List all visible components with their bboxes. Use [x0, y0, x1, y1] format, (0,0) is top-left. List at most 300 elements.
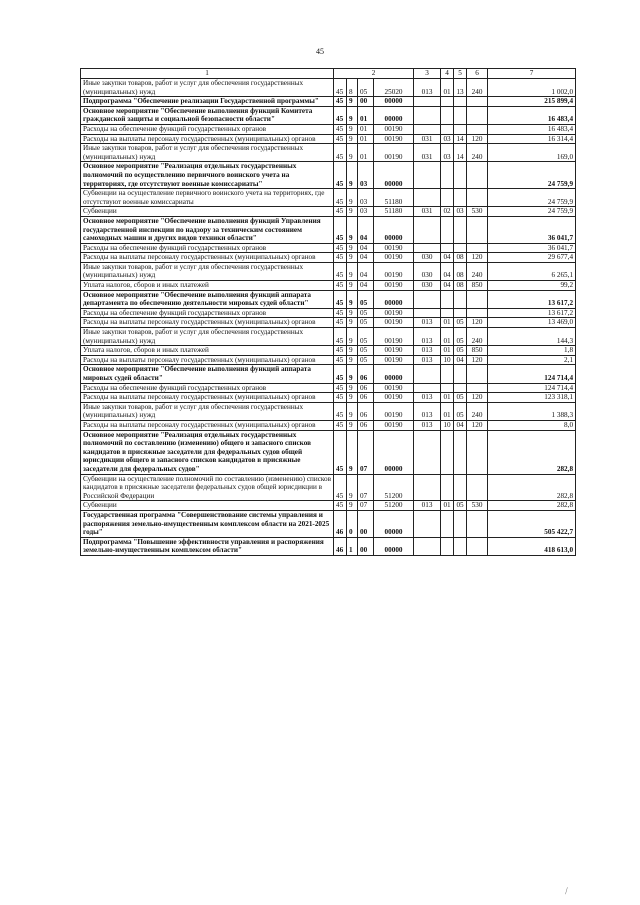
section-code-cell: 03 [441, 134, 454, 144]
section-code-cell: 04 [441, 253, 454, 263]
amount-cell: 1 002,0 [488, 79, 576, 97]
budget-table [80, 68, 576, 556]
section-code-cell: 10 [441, 420, 454, 430]
table-row [81, 124, 576, 134]
direction-code-cell: 00190 [374, 308, 414, 318]
ministry-code-cell [414, 537, 441, 555]
section-code-cell: 04 [441, 262, 454, 280]
direction-code-cell: 00190 [374, 253, 414, 263]
amount-cell: 8,0 [488, 420, 576, 430]
activity-code-cell: 07 [358, 501, 374, 511]
page-number: 45 [316, 47, 324, 56]
direction-code-cell: 00190 [374, 402, 414, 420]
subprogram-code-cell: 9 [347, 393, 358, 403]
subsection-code-cell: 08 [454, 253, 467, 263]
table-row [81, 243, 576, 253]
program-code-cell: 45 [334, 97, 347, 107]
row-name-cell: Субвенции на осуществление полномочий по составлению (изменению) списков кандидатов в присяжные заседатели федеральных судов общей юрисдикции в Российской Федерации [81, 474, 334, 501]
expense-type-cell: 240 [467, 144, 488, 162]
direction-code-cell: 00190 [374, 134, 414, 144]
amount-cell: 24 759,9 [488, 189, 576, 207]
expense-type-cell [467, 290, 488, 308]
direction-code-cell: 51180 [374, 189, 414, 207]
expense-type-cell: 240 [467, 402, 488, 420]
amount-cell: 282,8 [488, 501, 576, 511]
subprogram-code-cell: 9 [347, 355, 358, 365]
amount-cell: 124 714,4 [488, 365, 576, 383]
direction-code-cell: 00190 [374, 281, 414, 291]
table-row [81, 501, 576, 511]
program-code-cell: 45 [334, 124, 347, 134]
amount-cell: 13 617,2 [488, 290, 576, 308]
section-code-cell [441, 97, 454, 107]
section-code-cell [441, 106, 454, 124]
row-name-cell: Расходы на выплаты персоналу государственных (муниципальных) органов [81, 318, 334, 328]
activity-code-cell: 00 [358, 97, 374, 107]
amount-cell: 418 613,0 [488, 537, 576, 555]
row-name-cell: Субвенции на осуществление первичного воинского учета на территориях, где отсутствуют военные комиссариаты [81, 189, 334, 207]
expense-type-cell [467, 216, 488, 243]
ministry-code-cell: 013 [414, 402, 441, 420]
direction-code-cell: 00190 [374, 262, 414, 280]
table-row [81, 189, 576, 207]
direction-code-cell: 51180 [374, 207, 414, 217]
section-code-cell [441, 430, 454, 474]
activity-code-cell: 07 [358, 474, 374, 501]
header-cell: 7 [488, 69, 576, 79]
ministry-code-cell: 030 [414, 253, 441, 263]
table-row [81, 134, 576, 144]
program-code-cell: 45 [334, 144, 347, 162]
expense-type-cell: 120 [467, 393, 488, 403]
activity-code-cell: 01 [358, 106, 374, 124]
program-code-cell: 45 [334, 189, 347, 207]
subprogram-code-cell: 9 [347, 189, 358, 207]
subprogram-code-cell: 1 [347, 537, 358, 555]
row-name-cell: Расходы на выплаты персоналу государственных (муниципальных) органов [81, 393, 334, 403]
ministry-code-cell: 030 [414, 281, 441, 291]
activity-code-cell: 06 [358, 365, 374, 383]
section-code-cell: 03 [441, 144, 454, 162]
subprogram-code-cell: 9 [347, 328, 358, 346]
table-row [81, 216, 576, 243]
amount-cell: 1,8 [488, 346, 576, 356]
amount-cell: 36 041,7 [488, 216, 576, 243]
program-code-cell: 45 [334, 162, 347, 189]
row-name-cell: Уплата налогов, сборов и иных платежей [81, 281, 334, 291]
amount-cell: 29 677,4 [488, 253, 576, 263]
activity-code-cell: 06 [358, 383, 374, 393]
subprogram-code-cell: 9 [347, 134, 358, 144]
expense-type-cell: 850 [467, 281, 488, 291]
amount-cell: 1 388,3 [488, 402, 576, 420]
ministry-code-cell: 013 [414, 355, 441, 365]
direction-code-cell: 00190 [374, 420, 414, 430]
subsection-code-cell [454, 430, 467, 474]
program-code-cell: 45 [334, 402, 347, 420]
ministry-code-cell [414, 383, 441, 393]
direction-code-cell: 00190 [374, 383, 414, 393]
program-code-cell: 45 [334, 355, 347, 365]
row-name-cell: Подпрограмма "Повышение эффективности управления и распоряжения земельно-имущественным комплексом области" [81, 537, 334, 555]
expense-type-cell: 530 [467, 207, 488, 217]
subsection-code-cell [454, 189, 467, 207]
subprogram-code-cell: 9 [347, 318, 358, 328]
activity-code-cell: 05 [358, 318, 374, 328]
program-code-cell: 45 [334, 79, 347, 97]
row-name-cell: Уплата налогов, сборов и иных платежей [81, 346, 334, 356]
row-name-cell: Расходы на обеспечение функций государственных органов [81, 124, 334, 134]
subsection-code-cell: 05 [454, 346, 467, 356]
table-row [81, 430, 576, 474]
section-code-cell [441, 365, 454, 383]
section-code-cell: 01 [441, 318, 454, 328]
subprogram-code-cell: 9 [347, 308, 358, 318]
activity-code-cell: 04 [358, 216, 374, 243]
subsection-code-cell: 13 [454, 79, 467, 97]
activity-code-cell: 05 [358, 290, 374, 308]
amount-cell: 215 899,4 [488, 97, 576, 107]
subsection-code-cell: 04 [454, 355, 467, 365]
section-code-cell: 01 [441, 328, 454, 346]
table-row [81, 383, 576, 393]
activity-code-cell: 05 [358, 328, 374, 346]
direction-code-cell: 51200 [374, 474, 414, 501]
amount-cell: 2,1 [488, 355, 576, 365]
section-code-cell [441, 383, 454, 393]
subsection-code-cell: 05 [454, 328, 467, 346]
amount-cell: 16 314,4 [488, 134, 576, 144]
subprogram-code-cell: 9 [347, 262, 358, 280]
activity-code-cell: 05 [358, 79, 374, 97]
table-row [81, 207, 576, 217]
ministry-code-cell [414, 474, 441, 501]
ministry-code-cell: 031 [414, 207, 441, 217]
activity-code-cell: 04 [358, 253, 374, 263]
expense-type-cell: 120 [467, 355, 488, 365]
activity-code-cell: 06 [358, 393, 374, 403]
program-code-cell: 45 [334, 328, 347, 346]
ministry-code-cell [414, 243, 441, 253]
amount-cell: 123 318,1 [488, 393, 576, 403]
table-row [81, 281, 576, 291]
ministry-code-cell [414, 216, 441, 243]
direction-code-cell: 00000 [374, 510, 414, 537]
direction-code-cell: 51200 [374, 501, 414, 511]
expense-type-cell [467, 243, 488, 253]
row-name-cell: Основное мероприятие "Обеспечение выполнения функций Управления государственной инспекции по надзору за техническим состоянием самоходных машин и других видов техники области" [81, 216, 334, 243]
expense-type-cell: 120 [467, 134, 488, 144]
section-code-cell [441, 216, 454, 243]
row-name-cell: Субвенции [81, 501, 334, 511]
table-header-row [81, 69, 576, 79]
expense-type-cell [467, 162, 488, 189]
ministry-code-cell: 013 [414, 346, 441, 356]
ministry-code-cell: 013 [414, 393, 441, 403]
section-code-cell: 01 [441, 346, 454, 356]
program-code-cell: 45 [334, 290, 347, 308]
ministry-code-cell [414, 106, 441, 124]
table-row [81, 393, 576, 403]
table-row [81, 355, 576, 365]
subprogram-code-cell: 9 [347, 290, 358, 308]
row-name-cell: Иные закупки товаров, работ и услуг для обеспечения государственных (муниципальных) нужд [81, 79, 334, 97]
subprogram-code-cell: 9 [347, 253, 358, 263]
subprogram-code-cell: 9 [347, 365, 358, 383]
section-code-cell: 01 [441, 501, 454, 511]
table-row [81, 365, 576, 383]
direction-code-cell: 00000 [374, 106, 414, 124]
program-code-cell: 45 [334, 308, 347, 318]
activity-code-cell: 01 [358, 144, 374, 162]
direction-code-cell: 00190 [374, 328, 414, 346]
table-row [81, 510, 576, 537]
row-name-cell: Расходы на обеспечение функций государственных органов [81, 243, 334, 253]
section-code-cell [441, 290, 454, 308]
subprogram-code-cell: 9 [347, 383, 358, 393]
expense-type-cell: 240 [467, 328, 488, 346]
expense-type-cell: 240 [467, 262, 488, 280]
program-code-cell: 45 [334, 207, 347, 217]
subprogram-code-cell: 9 [347, 144, 358, 162]
ministry-code-cell: 013 [414, 328, 441, 346]
table-row [81, 106, 576, 124]
direction-code-cell: 00190 [374, 243, 414, 253]
ministry-code-cell: 030 [414, 262, 441, 280]
header-cell: 4 [441, 69, 454, 79]
program-code-cell: 45 [334, 318, 347, 328]
subsection-code-cell [454, 124, 467, 134]
direction-code-cell: 00190 [374, 318, 414, 328]
program-code-cell: 45 [334, 106, 347, 124]
subsection-code-cell [454, 106, 467, 124]
header-cell: 6 [467, 69, 488, 79]
subsection-code-cell: 14 [454, 144, 467, 162]
subprogram-code-cell: 9 [347, 207, 358, 217]
subsection-code-cell [454, 537, 467, 555]
header-cell: 2 [334, 69, 414, 79]
program-code-cell: 45 [334, 430, 347, 474]
subprogram-code-cell: 9 [347, 402, 358, 420]
expense-type-cell [467, 189, 488, 207]
subsection-code-cell: 08 [454, 281, 467, 291]
subsection-code-cell [454, 162, 467, 189]
direction-code-cell: 00000 [374, 430, 414, 474]
direction-code-cell: 00190 [374, 355, 414, 365]
section-code-cell [441, 537, 454, 555]
activity-code-cell: 03 [358, 189, 374, 207]
program-code-cell: 45 [334, 501, 347, 511]
subsection-code-cell [454, 383, 467, 393]
amount-cell: 505 422,7 [488, 510, 576, 537]
table-row [81, 474, 576, 501]
amount-cell: 16 483,4 [488, 106, 576, 124]
program-code-cell: 45 [334, 243, 347, 253]
subsection-code-cell: 14 [454, 134, 467, 144]
ministry-code-cell [414, 510, 441, 537]
section-code-cell: 10 [441, 355, 454, 365]
table-row [81, 79, 576, 97]
activity-code-cell: 05 [358, 355, 374, 365]
row-name-cell: Иные закупки товаров, работ и услуг для обеспечения государственных (муниципальных) нужд [81, 328, 334, 346]
program-code-cell: 45 [334, 474, 347, 501]
direction-code-cell: 00000 [374, 365, 414, 383]
section-code-cell: 02 [441, 207, 454, 217]
ministry-code-cell: 031 [414, 134, 441, 144]
table-row [81, 318, 576, 328]
expense-type-cell [467, 537, 488, 555]
table-row [81, 144, 576, 162]
ministry-code-cell [414, 308, 441, 318]
amount-cell: 13 617,2 [488, 308, 576, 318]
row-name-cell: Подпрограмма "Обеспечение реализации Государственной программы" [81, 97, 334, 107]
subsection-code-cell: 05 [454, 318, 467, 328]
expense-type-cell [467, 106, 488, 124]
amount-cell: 24 759,9 [488, 162, 576, 189]
section-code-cell [441, 243, 454, 253]
expense-type-cell [467, 510, 488, 537]
subsection-code-cell [454, 216, 467, 243]
expense-type-cell [467, 430, 488, 474]
activity-code-cell: 03 [358, 162, 374, 189]
ministry-code-cell: 013 [414, 420, 441, 430]
expense-type-cell [467, 474, 488, 501]
direction-code-cell: 00190 [374, 346, 414, 356]
row-name-cell: Иные закупки товаров, работ и услуг для обеспечения государственных (муниципальных) нужд [81, 144, 334, 162]
subsection-code-cell [454, 474, 467, 501]
ministry-code-cell [414, 124, 441, 134]
program-code-cell: 45 [334, 281, 347, 291]
activity-code-cell: 05 [358, 346, 374, 356]
expense-type-cell: 850 [467, 346, 488, 356]
header-cell: 1 [81, 69, 334, 79]
row-name-cell: Расходы на выплаты персоналу государственных (муниципальных) органов [81, 420, 334, 430]
activity-code-cell: 03 [358, 207, 374, 217]
subsection-code-cell [454, 290, 467, 308]
direction-code-cell: 25020 [374, 79, 414, 97]
program-code-cell: 46 [334, 537, 347, 555]
subprogram-code-cell: 9 [347, 243, 358, 253]
subprogram-code-cell: 9 [347, 97, 358, 107]
row-name-cell: Основное мероприятие "Обеспечение выполнения функций аппарата мировых судей области" [81, 365, 334, 383]
subprogram-code-cell: 9 [347, 420, 358, 430]
section-code-cell: 01 [441, 393, 454, 403]
program-code-cell: 45 [334, 383, 347, 393]
direction-code-cell: 00000 [374, 216, 414, 243]
amount-cell: 99,2 [488, 281, 576, 291]
table-row [81, 290, 576, 308]
amount-cell: 36 041,7 [488, 243, 576, 253]
table-row [81, 420, 576, 430]
table-row [81, 162, 576, 189]
row-name-cell: Основное мероприятие "Обеспечение выполнения функций аппарата департамента по обеспечению деятельности мировых судей области" [81, 290, 334, 308]
subprogram-code-cell: 8 [347, 79, 358, 97]
subprogram-code-cell: 9 [347, 216, 358, 243]
activity-code-cell: 00 [358, 510, 374, 537]
expense-type-cell: 240 [467, 79, 488, 97]
expense-type-cell [467, 124, 488, 134]
ministry-code-cell [414, 97, 441, 107]
subprogram-code-cell: 9 [347, 281, 358, 291]
subprogram-code-cell: 9 [347, 474, 358, 501]
subsection-code-cell: 04 [454, 420, 467, 430]
program-code-cell: 45 [334, 420, 347, 430]
ministry-code-cell: 013 [414, 79, 441, 97]
row-name-cell: Расходы на обеспечение функций государственных органов [81, 308, 334, 318]
section-code-cell [441, 510, 454, 537]
row-name-cell: Основное мероприятие "Обеспечение выполнения функций Комитета гражданской защиты и социальной безопасности области" [81, 106, 334, 124]
subsection-code-cell: 05 [454, 501, 467, 511]
section-code-cell [441, 189, 454, 207]
section-code-cell [441, 162, 454, 189]
table-row [81, 308, 576, 318]
expense-type-cell [467, 365, 488, 383]
ministry-code-cell: 031 [414, 144, 441, 162]
ministry-code-cell [414, 365, 441, 383]
amount-cell: 282,8 [488, 474, 576, 501]
margin-mark: ⁄ [563, 885, 569, 896]
program-code-cell: 45 [334, 253, 347, 263]
ministry-code-cell [414, 430, 441, 474]
row-name-cell: Государственная программа "Совершенствование системы управления и распоряжения земельно-имущественным комплексом области на 2021-2025 годы" [81, 510, 334, 537]
expense-type-cell: 120 [467, 420, 488, 430]
subsection-code-cell: 03 [454, 207, 467, 217]
subsection-code-cell [454, 97, 467, 107]
amount-cell: 6 265,1 [488, 262, 576, 280]
table-row [81, 253, 576, 263]
program-code-cell: 45 [334, 262, 347, 280]
subprogram-code-cell: 9 [347, 106, 358, 124]
subsection-code-cell [454, 308, 467, 318]
subprogram-code-cell: 9 [347, 430, 358, 474]
section-code-cell: 01 [441, 402, 454, 420]
expense-type-cell [467, 97, 488, 107]
expense-type-cell: 120 [467, 318, 488, 328]
subsection-code-cell [454, 510, 467, 537]
amount-cell: 124 714,4 [488, 383, 576, 393]
program-code-cell: 45 [334, 346, 347, 356]
activity-code-cell: 01 [358, 134, 374, 144]
activity-code-cell: 05 [358, 308, 374, 318]
activity-code-cell: 04 [358, 262, 374, 280]
program-code-cell: 45 [334, 365, 347, 383]
program-code-cell: 46 [334, 510, 347, 537]
ministry-code-cell [414, 189, 441, 207]
direction-code-cell: 00190 [374, 393, 414, 403]
direction-code-cell: 00000 [374, 97, 414, 107]
subprogram-code-cell: 9 [347, 346, 358, 356]
program-code-cell: 45 [334, 216, 347, 243]
direction-code-cell: 00000 [374, 162, 414, 189]
section-code-cell [441, 124, 454, 134]
row-name-cell: Расходы на обеспечение функций государственных органов [81, 383, 334, 393]
table-row [81, 97, 576, 107]
ministry-code-cell [414, 162, 441, 189]
subprogram-code-cell: 9 [347, 162, 358, 189]
program-code-cell: 45 [334, 393, 347, 403]
header-cell: 5 [454, 69, 467, 79]
amount-cell: 13 469,0 [488, 318, 576, 328]
table-row [81, 328, 576, 346]
direction-code-cell: 00000 [374, 290, 414, 308]
ministry-code-cell: 013 [414, 501, 441, 511]
subprogram-code-cell: 9 [347, 501, 358, 511]
section-code-cell [441, 474, 454, 501]
activity-code-cell: 07 [358, 430, 374, 474]
expense-type-cell [467, 383, 488, 393]
program-code-cell: 45 [334, 134, 347, 144]
section-code-cell [441, 308, 454, 318]
